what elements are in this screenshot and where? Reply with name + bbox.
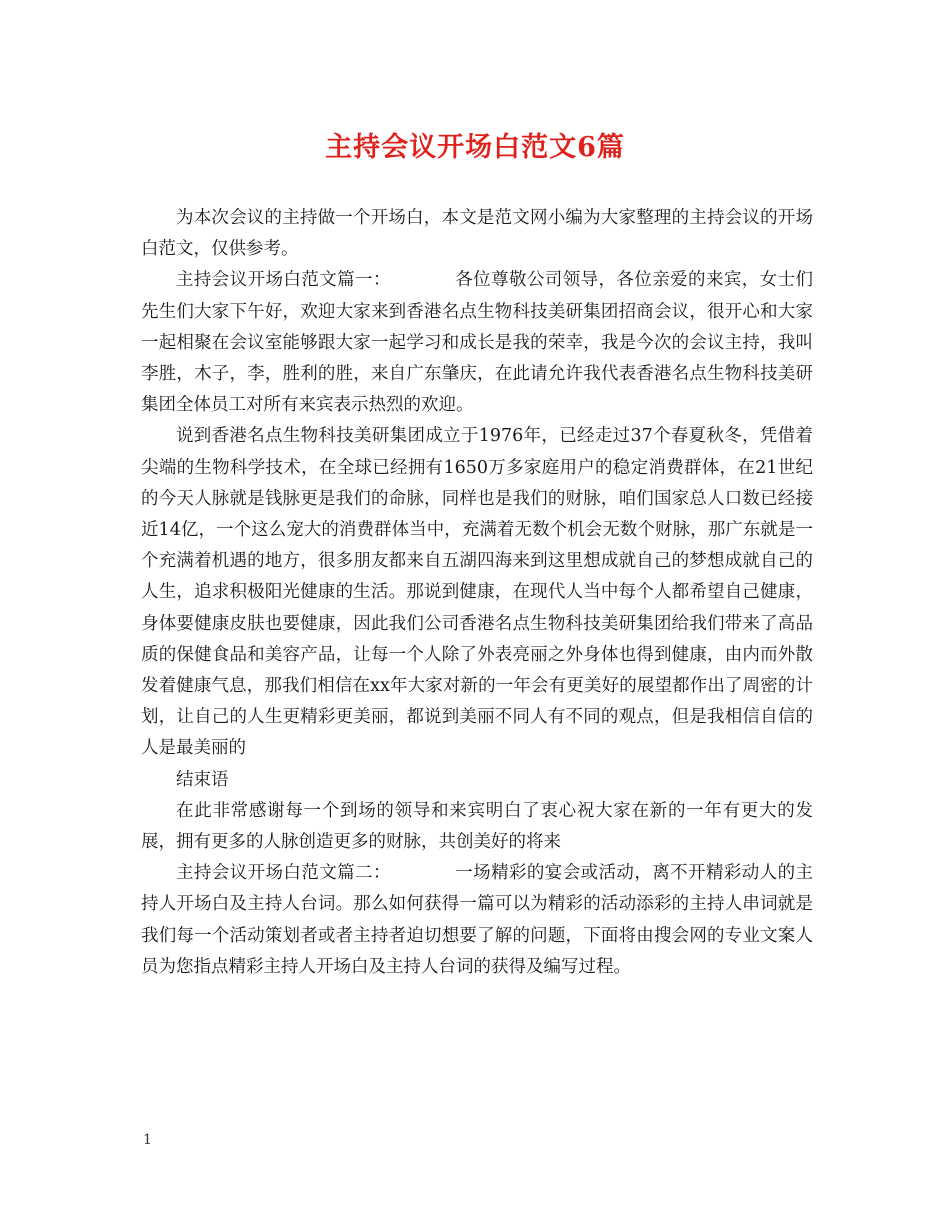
paragraph-text: 说到香港名点生物科技美研集团成立于1976年，已经走过37个春夏秋冬，凭借着尖端的生物科学技术，在全球已经拥有1650万多家庭用户的稳定消费群体，在21世纪的今天人脉就是钱脉更是我们的命脉，同样也是我们的财脉，咱们国家总人口数已经接近14亿，一个这么宠大的消费群体当中，充满着无数个机会无数个财脉，那广东就是一个充满着机遇的地方，很多朋友都来自五湖四海来到这里想成就自己的梦想成就自己的人生，追求积极阳光健康的生活。那说到健康，在现代人当中每个人都希望自己健康，身体要健康皮肤也要健康，因此我们公司香港名点生物科技美研集团给我们带来了高品质的保健食品和美容产品，让每一个人除了外表亮丽之外身体也得到健康，由内而外散发着健康气息，那我们相信在xx年大家对新的一年会有更美好的展望都作出了周密的计划，让自己的人生更精彩更美丽，都说到美丽不同人有不同的观点，但是我相信自信的人是最美丽的 xyxy=(141,426,813,759)
paragraph-text: 为本次会议的主持做一个开场白，本文是范文网小编为大家整理的主持会议的开场白范文，仅供参考。 xyxy=(141,208,813,260)
page-number: 1 xyxy=(143,1132,152,1148)
paragraph-company xyxy=(141,421,813,764)
paragraph-intro xyxy=(141,203,813,265)
document-body xyxy=(141,203,813,983)
paragraph-text: 各位尊敬公司领导，各位亲爱的来宾，女士们先生们大家下午好，欢迎大家来到香港名点生物科技美研集团招商会议，很开心和大家一起相聚在会议室能够跟大家一起学习和成长是我的荣幸，我是今次的会议主持，我叫李胜，木子，李，胜利的胜，来自广东肇庆，在此请允许我代表香港名点生物科技美研集团全体员工对所有来宾表示热烈的欢迎。 xyxy=(141,270,813,416)
paragraph-closing-heading xyxy=(141,765,813,796)
paragraph-text: 在此非常感谢每一个到场的领导和来宾明白了衷心祝大家在新的一年有更大的发展，拥有更多的人脉创造更多的财脉，共创美好的将来 xyxy=(141,800,813,853)
document-title: 主持会议开场白范文6篇 xyxy=(325,132,625,163)
paragraph-section-two xyxy=(141,858,813,983)
section-label: 主持会议开场白范文篇二： xyxy=(176,863,391,884)
paragraph-text: 一场精彩的宴会或活动，离不开精彩动人的主持人开场白及主持人台词。那么如何获得一篇可以为精彩的活动添彩的主持人串词就是我们每一个活动策划者或者主持者迫切想要了解的问题，下面将由搜会网的专业文案人员为您指点精彩主持人开场白及主持人台词的获得及编写过程。 xyxy=(141,863,813,977)
paragraph-text: 结束语 xyxy=(176,769,229,790)
paragraph-closing xyxy=(141,796,813,858)
section-label: 主持会议开场白范文篇一： xyxy=(176,270,391,291)
paragraph-section-one xyxy=(141,265,813,421)
